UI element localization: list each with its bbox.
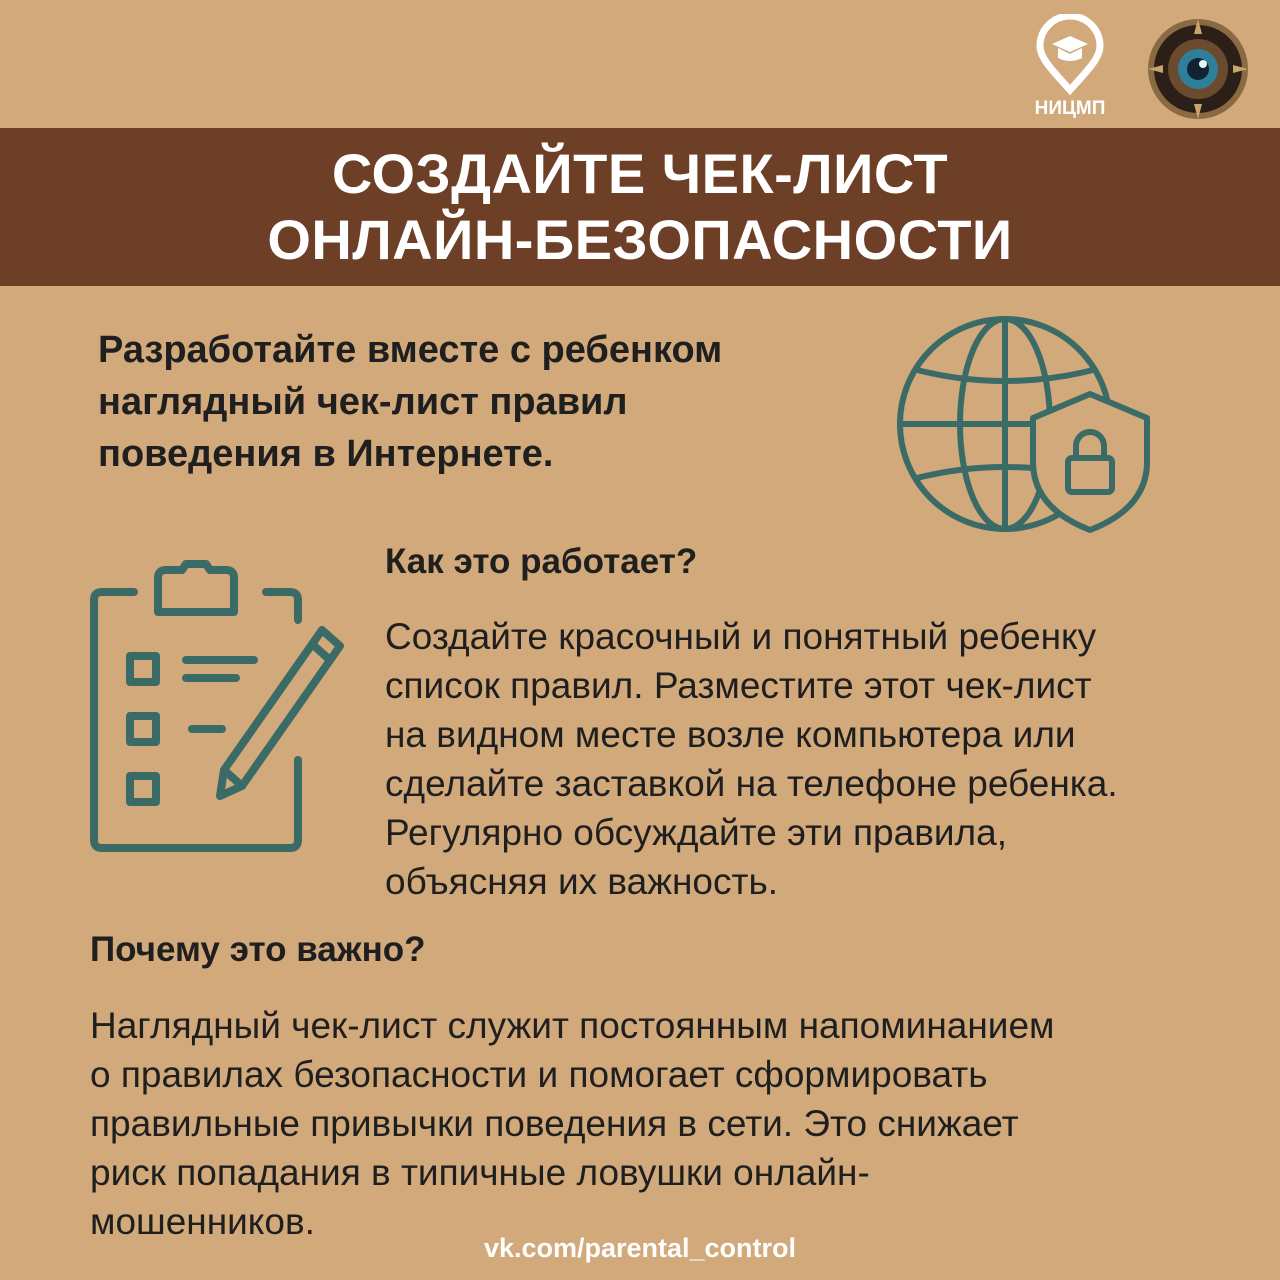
intro-line: поведения в Интернете. [98,433,554,475]
logos-area [972,14,1262,124]
globe-shield-lock-icon [895,312,1155,537]
intro-line: Разработайте вместе с ребенком [98,329,723,371]
logo-text: НИЦМП [1034,98,1106,119]
why-line: мошенников. [90,1201,315,1242]
intro-line: наглядный чек-лист правил [98,381,628,423]
why-line: о правилах безопасности и помогает сформировать [90,1054,988,1095]
why-line: Наглядный чек-лист служит постоянным напоминанием [90,1005,1055,1046]
how-line: сделайте заставкой на телефоне ребенка. [385,763,1118,804]
how-heading: Как это работает? [385,542,698,581]
why-line: риск попадания в типичные ловушки онлайн- [90,1152,870,1193]
how-line: список правил. Разместите этот чек-лист [385,665,1092,706]
how-line: объясняя их важность. [385,861,779,902]
how-paragraph [385,612,1245,906]
why-line: правильные привычки поведения в сети. Это снижает [90,1103,1019,1144]
how-line: Регулярно обсуждайте эти правила, [385,812,1007,853]
title-banner [0,128,1280,286]
clipboard-checklist-pencil-icon [86,560,356,860]
page-title-line-1: СОЗДАЙТЕ ЧЕК-ЛИСТ [331,142,949,205]
how-line: на видном месте возле компьютера или [385,714,1076,755]
logos-svg [972,14,1262,124]
intro-text [98,324,858,480]
how-line: Создайте красочный и понятный ребенку [385,616,1097,657]
page-title-line-2: ОНЛАЙН-БЕЗОПАСНОСТИ [267,208,1013,271]
footer-link[interactable]: vk.com/parental_control [483,1233,797,1263]
why-paragraph [90,1001,1230,1246]
why-heading: Почему это важно? [90,930,426,969]
map-pin-graduation-cap-icon [1040,16,1100,90]
eye-emblem-icon [1148,19,1248,119]
